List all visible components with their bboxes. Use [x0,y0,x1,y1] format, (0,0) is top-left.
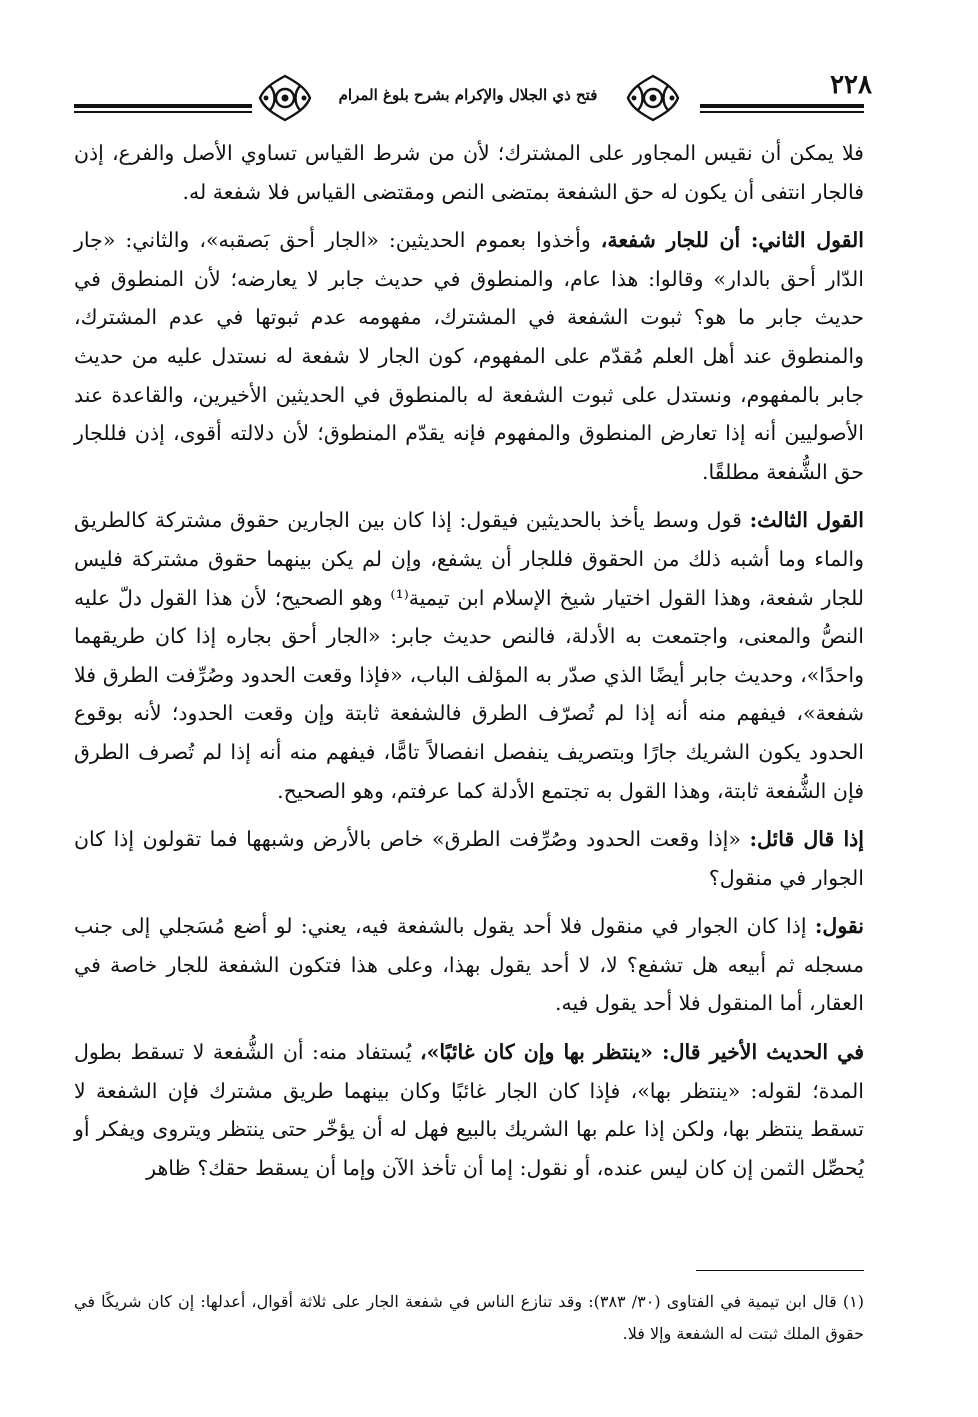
paragraph-lead: القول الثالث: [749,508,864,533]
paragraph-lead: إذا قال قائل: [749,827,865,852]
footnote: (١) قال ابن تيمية في الفتاوى (٣٠/ ٣٨٣): وقد تنازع الناس في شفعة الجار على ثلاثة أقوال، أعدلها: إن كان شريكًا في حقوق الملك ثبتت له الشفعة وإلا فلا. [74,1292,864,1343]
footnote-rule [696,1270,864,1271]
body-text [74,134,864,1197]
paragraph [74,1033,864,1187]
paragraph [74,820,864,897]
paragraph-text: قول وسط يأخذ بالحديثين فيقول: إذا كان بين الجارين حقوق مشتركة كالطريق والماء وما أشبه ذلك من الحقوق فللجار أن يشفع، وإن لم يكن بينهما حقوق مشتركة فليس للجار شفعة، وهذا القول اختيار شيخ الإسلام ابن تيمية⁽¹⁾ وهو الصحيح؛ لأن هذا القول دلّ عليه النصُّ والمعنى، واجتمعت به الأدلة، فالنص حديث جابر: «الجار أحق بجاره إذا كان طريقهما واحدًا»، وحديث جابر أيضًا الذي صدّر به المؤلف الباب، «فإذا وقعت الحدود وصُرِّفت الطرق فلا شفعة»، فيفهم منه أنه إذا لم تُصرّف الطرق فالشفعة ثابتة وإن وقعت الحدود؛ لأنه بوقوع الحدود يكون الشريك جارًا وبتصريف ينفصل انفصالاً تامًّا، فيفهم منه أنه إذا لم تُصرف الطرق فإن الشُّفعة ثابتة، وهذا القول به تجتمع الأدلة كما عرفتم، وهو الصحيح. [74,508,864,803]
ornament-left-icon [256,72,314,124]
paragraph [74,501,864,810]
ornament-right-icon [624,72,682,124]
paragraph [74,221,864,491]
paragraph-text: وأخذوا بعموم الحديثين: «الجار أحق بَصقبه»، والثاني: «جار الدّار أحق بالدار» وقالوا: هذا عام، والمنطوق في حديث جابر لا يعارضه؛ لأن المنطوق في حديث جابر ما هو؟ ثبوت الشفعة في المشترك، مفهومه عدم ثبوتها في عدم المشترك، والمنطوق عند أهل العلم مُقدّم على المفهوم، كون الجار لا شفعة له نستدل عليه من حديث جابر بالمفهوم، ونستدل على ثبوت الشفعة له بالمنطوق في الحديثين الأخيرين، والقاعدة عند الأصوليين أنه إذا تعارض المنطوق والمفهوم فإنه يقدّم المنطوق؛ لأن دلالته أقوى، إذن فللجار حق الشُّفعة مطلقًا. [74,228,864,484]
paragraph-text: فلا يمكن أن نقيس المجاور على المشترك؛ لأن من شرط القياس تساوي الأصل والفرع، إذن فالجار انتفى أن يكون له حق الشفعة بمتضى النص ومقتضى القياس فلا شفعة له. [74,141,864,204]
paragraph [74,134,864,211]
running-title: فتح ذي الجلال والإكرام بشرح بلوغ المرام [338,86,598,104]
paragraph-text: يُستفاد منه: أن الشُّفعة لا تسقط بطول المدة؛ لقوله: «ينتظر بها»، فإذا كان الجار غائبًا وكان بينهما طريق مشترك فإن الشفعة لا تسقط ينتظر بها، ولكن إذا علم بها الشريك بالبيع فهل له أن يؤخّر حتى ينتظر ويتروى ويفكر أو يُحصِّل الثمن إن كان ليس عنده، أو نقول: إما أن تأخذ الآن وإما أن يسقط حقك؟ ظاهر [74,1040,864,1180]
paragraph [74,907,864,1023]
paragraph-text: «إذا وقعت الحدود وصُرِّفت الطرق» خاص بالأرض وشبهها فما تقولون إذا كان الجوار في منقول؟ [74,827,864,890]
paragraph-lead: القول الثاني: أن للجار شفعة، [600,228,864,253]
paragraph-lead: نقول: [814,914,864,939]
paragraph-text: إذا كان الجوار في منقول فلا أحد يقول بالشفعة فيه، يعني: لو أضع مُسَجلي إلى جنب مسجله ثم أبيعه هل تشفع؟ لا، لا أحد يقول بهذا، وعلى هذا فتكون الشفعة للجار خاصة في العقار، أما المنقول فلا أحد يقول فيه. [74,914,864,1016]
paragraph-lead: في الحديث الأخير قال: «ينتظر بها وإن كان غائبًا»، [419,1040,864,1065]
page-number: ٢٢٨ [830,70,872,100]
